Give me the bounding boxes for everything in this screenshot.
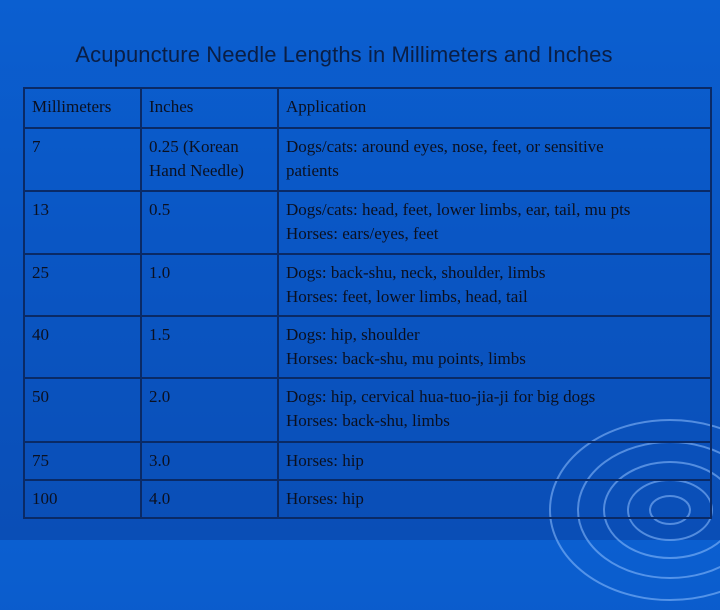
cell-inches-line: 1.5: [149, 325, 171, 344]
header-application: Application: [278, 88, 711, 128]
cell-application: [278, 316, 711, 378]
cell-inches: [141, 128, 278, 191]
cell-inches: [141, 442, 278, 480]
cell-application-line: patients: [286, 161, 339, 180]
cell-millimeters: 7: [24, 128, 141, 191]
cell-application-line: Horses: ears/eyes, feet: [286, 224, 439, 243]
cell-application-line: Dogs/cats: head, feet, lower limbs, ear, tail, mu pts: [286, 200, 631, 219]
table-row: [24, 480, 711, 518]
cell-millimeters: 75: [24, 442, 141, 480]
cell-inches: [141, 316, 278, 378]
cell-application: [278, 442, 711, 480]
cell-millimeters: 100: [24, 480, 141, 518]
cell-inches-line: Hand Needle): [149, 161, 244, 180]
cell-millimeters: 13: [24, 191, 141, 254]
cell-inches: [141, 254, 278, 316]
cell-application: [278, 128, 711, 191]
cell-application-line: Horses: back-shu, limbs: [286, 411, 450, 430]
cell-inches: [141, 191, 278, 254]
cell-application: [278, 254, 711, 316]
cell-application: [278, 378, 711, 442]
cell-inches-line: 4.0: [149, 489, 171, 508]
cell-application: [278, 480, 711, 518]
cell-inches-line: 3.0: [149, 451, 171, 470]
cell-application-line: Horses: hip: [286, 451, 364, 470]
cell-application: [278, 191, 711, 254]
table-row: [24, 254, 711, 316]
page-title: Acupuncture Needle Lengths in Millimeters and Inches: [75, 42, 613, 67]
cell-inches-line: 1.0: [149, 263, 171, 282]
table-row: [24, 378, 711, 442]
cell-application-line: Dogs: hip, shoulder: [286, 325, 420, 344]
cell-application-line: Dogs/cats: around eyes, nose, feet, or sensitive: [286, 137, 604, 156]
cell-inches-line: 0.5: [149, 200, 171, 219]
table-row: [24, 128, 711, 191]
table-row: [24, 316, 711, 378]
cell-inches-line: 0.25 (Korean: [149, 137, 239, 156]
cell-application-line: Horses: feet, lower limbs, head, tail: [286, 287, 528, 306]
cell-application-line: Horses: hip: [286, 489, 364, 508]
cell-inches-line: 2.0: [149, 387, 171, 406]
header-millimeters: Millimeters: [24, 88, 141, 128]
cell-inches: [141, 378, 278, 442]
needle-lengths-table: [23, 87, 712, 519]
cell-millimeters: 40: [24, 316, 141, 378]
cell-millimeters: 25: [24, 254, 141, 316]
cell-application-line: Dogs: hip, cervical hua-tuo-jia-ji for big dogs: [286, 387, 596, 406]
table-row: [24, 191, 711, 254]
table-header-row: [24, 88, 711, 128]
cell-millimeters: 50: [24, 378, 141, 442]
cell-inches: [141, 480, 278, 518]
cell-application-line: Horses: back-shu, mu points, limbs: [286, 349, 526, 368]
header-inches: Inches: [141, 88, 278, 128]
table-row: [24, 442, 711, 480]
cell-application-line: Dogs: back-shu, neck, shoulder, limbs: [286, 263, 546, 282]
